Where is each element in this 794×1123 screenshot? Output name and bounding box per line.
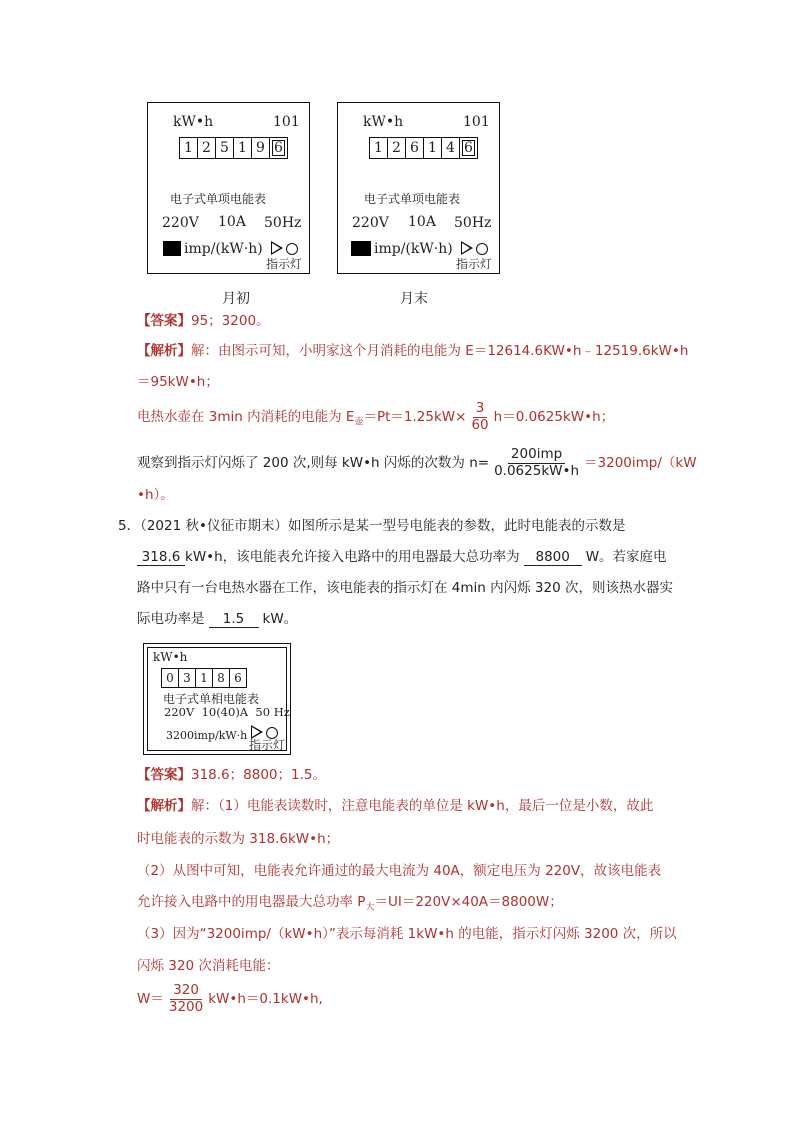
fraction xyxy=(491,447,582,479)
analysis-text: （2）从图中可知，电能表允许通过的最大电流为 40A，额定电压为 220V，故该电能表 xyxy=(137,863,662,879)
digit: 1 xyxy=(424,138,442,158)
indicator-lamp-icon xyxy=(286,243,298,255)
fraction-numerator: 200imp xyxy=(508,447,565,464)
digit: 8 xyxy=(213,669,230,687)
meter-current: 10A xyxy=(408,214,436,230)
fraction-denominator: 0.0625kW•h xyxy=(494,462,580,479)
formula-sub: 壶 xyxy=(354,417,364,428)
meter-digits xyxy=(161,668,247,688)
meter-freq: 50Hz xyxy=(264,215,302,231)
digit: 1 xyxy=(196,669,213,687)
answer-line xyxy=(137,769,326,783)
answer-text: 95；3200。 xyxy=(191,313,270,329)
meter-month-start xyxy=(147,102,310,274)
answer-text: 318.6；8800；1.5。 xyxy=(191,767,326,783)
formula-text: kW•h＝0.1kW•h, xyxy=(208,991,323,1008)
digit: 6 xyxy=(234,671,242,685)
answer-line xyxy=(137,315,270,329)
analysis-text: 时电能表的示数为 318.6kW•h； xyxy=(137,831,340,847)
fraction xyxy=(468,401,491,433)
blank-answer: 8800 xyxy=(524,551,582,566)
meter-voltage: 220V xyxy=(162,215,199,231)
analysis-line xyxy=(137,896,563,913)
indicator-arrow-icon xyxy=(271,241,283,255)
answer-tag: 【答案】 xyxy=(137,767,191,783)
blank-answer: 318.6 xyxy=(137,551,185,566)
meter-unit: kW•h xyxy=(153,650,188,664)
analysis-text: （3）因为“3200imp/（kW•h）”表示每消耗 1kW•h 的电能，指示灯闪烁 3200 次，所以 xyxy=(137,926,677,942)
meter-number: 101 xyxy=(273,114,300,130)
meter-type: 电子式单相电能表 xyxy=(163,692,260,706)
analysis-text: 解：由图示可知，小明家这个月消耗的电能为 E＝12614.6KW•h﹣12519.6kW•h xyxy=(191,343,689,359)
redacted-block xyxy=(163,241,181,256)
analysis-text: •h）。 xyxy=(137,487,174,503)
fraction xyxy=(166,983,206,1015)
question-text: W。若家庭电 xyxy=(585,549,667,565)
meter-imp: 3200imp/kW·h xyxy=(166,729,248,742)
question-line xyxy=(137,551,667,566)
indicator-label: 指示灯 xyxy=(456,257,493,271)
formula-text: 观察到指示灯闪烁了 200 次,则每 kW•h 闪烁的次数为 n= xyxy=(137,455,490,472)
caption-month-end: 月末 xyxy=(400,291,428,307)
digit: 0 xyxy=(162,669,179,687)
formula-text: h＝0.0625kW•h； xyxy=(493,409,615,426)
meter-spec: 220V 10(40)A 50 Hz xyxy=(164,705,290,719)
question-text: （2021 秋•仪征市期末）如图所示是某一型号电能表的参数，此时电能表的示数是 xyxy=(140,518,626,534)
fraction-numerator: 3 xyxy=(473,401,488,418)
formula-text: W＝ xyxy=(137,991,164,1008)
formula-sub: 大 xyxy=(365,902,375,913)
meter-number: 101 xyxy=(463,114,490,130)
meter-month-end xyxy=(337,102,500,274)
meter-imp: imp/(kW·h) xyxy=(374,241,453,257)
analysis-text: 允许接入电路中的用电器最大总功率 P xyxy=(137,894,366,910)
indicator-arrow-icon xyxy=(251,725,263,739)
analysis-text: 闪烁 320 次消耗电能： xyxy=(137,958,280,974)
meter-digits xyxy=(179,137,288,159)
digit: 9 xyxy=(252,138,270,158)
analysis-tag: 【解析】 xyxy=(137,798,191,814)
indicator-lamp-icon xyxy=(476,243,488,255)
digit: 6 xyxy=(460,138,477,158)
digit: 1 xyxy=(370,138,388,158)
meter-current: 10A xyxy=(218,214,246,230)
digit: 2 xyxy=(198,138,216,158)
formula-text: 电热水壶在 3min 内消耗的电能为 E xyxy=(137,409,355,426)
indicator-arrow-icon xyxy=(461,241,473,255)
analysis-text: ＝UI＝220V×40A＝8800W； xyxy=(374,894,563,910)
question-line xyxy=(118,520,625,534)
fraction-denominator: 60 xyxy=(471,416,489,433)
blank-answer: 1.5 xyxy=(209,613,259,628)
digit: 1 xyxy=(234,138,252,158)
meter-type: 电子式单项电能表 xyxy=(364,192,461,206)
indicator-label: 指示灯 xyxy=(249,738,286,752)
digit: 6 xyxy=(406,138,424,158)
meter-q5 xyxy=(143,643,291,755)
analysis-text: ＝95kW•h； xyxy=(137,374,219,390)
indicator-label: 指示灯 xyxy=(266,257,303,271)
digit: 4 xyxy=(442,138,460,158)
meter-voltage: 220V xyxy=(352,215,389,231)
question-text: kW。 xyxy=(262,611,298,627)
analysis-formula-line xyxy=(137,401,614,433)
question-text: 际电功率是 xyxy=(137,611,205,627)
meter-freq: 50Hz xyxy=(454,215,492,231)
question-line xyxy=(137,613,297,628)
digit: 1 xyxy=(180,138,198,158)
analysis-formula-line xyxy=(137,983,323,1015)
fraction-denominator: 3200 xyxy=(168,998,204,1015)
question-text: 路中只有一台电热水器在工作，该电能表的指示灯在 4min 内闪烁 320 次，则该热水器实 xyxy=(137,580,673,596)
digit: 5 xyxy=(216,138,234,158)
question-text: kW•h，该电能表允许接入电路中的用电器最大总功率为 xyxy=(185,549,520,565)
fraction-numerator: 320 xyxy=(170,983,202,1000)
digit: 2 xyxy=(388,138,406,158)
analysis-formula-line xyxy=(137,447,697,479)
digit: 6 xyxy=(270,138,287,158)
meter-unit: kW•h xyxy=(363,114,404,130)
digit: 3 xyxy=(179,669,196,687)
answer-tag: 【答案】 xyxy=(137,313,191,329)
meter-imp: imp/(kW·h) xyxy=(184,241,263,257)
caption-month-start: 月初 xyxy=(222,291,250,307)
meter-digits xyxy=(369,137,478,159)
analysis-line xyxy=(137,345,688,359)
formula-text: ＝3200imp/（kW xyxy=(584,455,697,472)
analysis-text: 解：（1）电能表读数时，注意电能表的单位是 kW•h，最后一位是小数，故此 xyxy=(191,798,654,814)
analysis-tag: 【解析】 xyxy=(137,343,191,359)
meter-unit: kW•h xyxy=(173,114,214,130)
redacted-block xyxy=(351,241,371,256)
analysis-line xyxy=(137,800,653,814)
meter-type: 电子式单项电能表 xyxy=(170,192,267,206)
question-number: 5． xyxy=(118,518,141,534)
formula-text: ＝Pt＝1.25kW× xyxy=(363,409,467,426)
